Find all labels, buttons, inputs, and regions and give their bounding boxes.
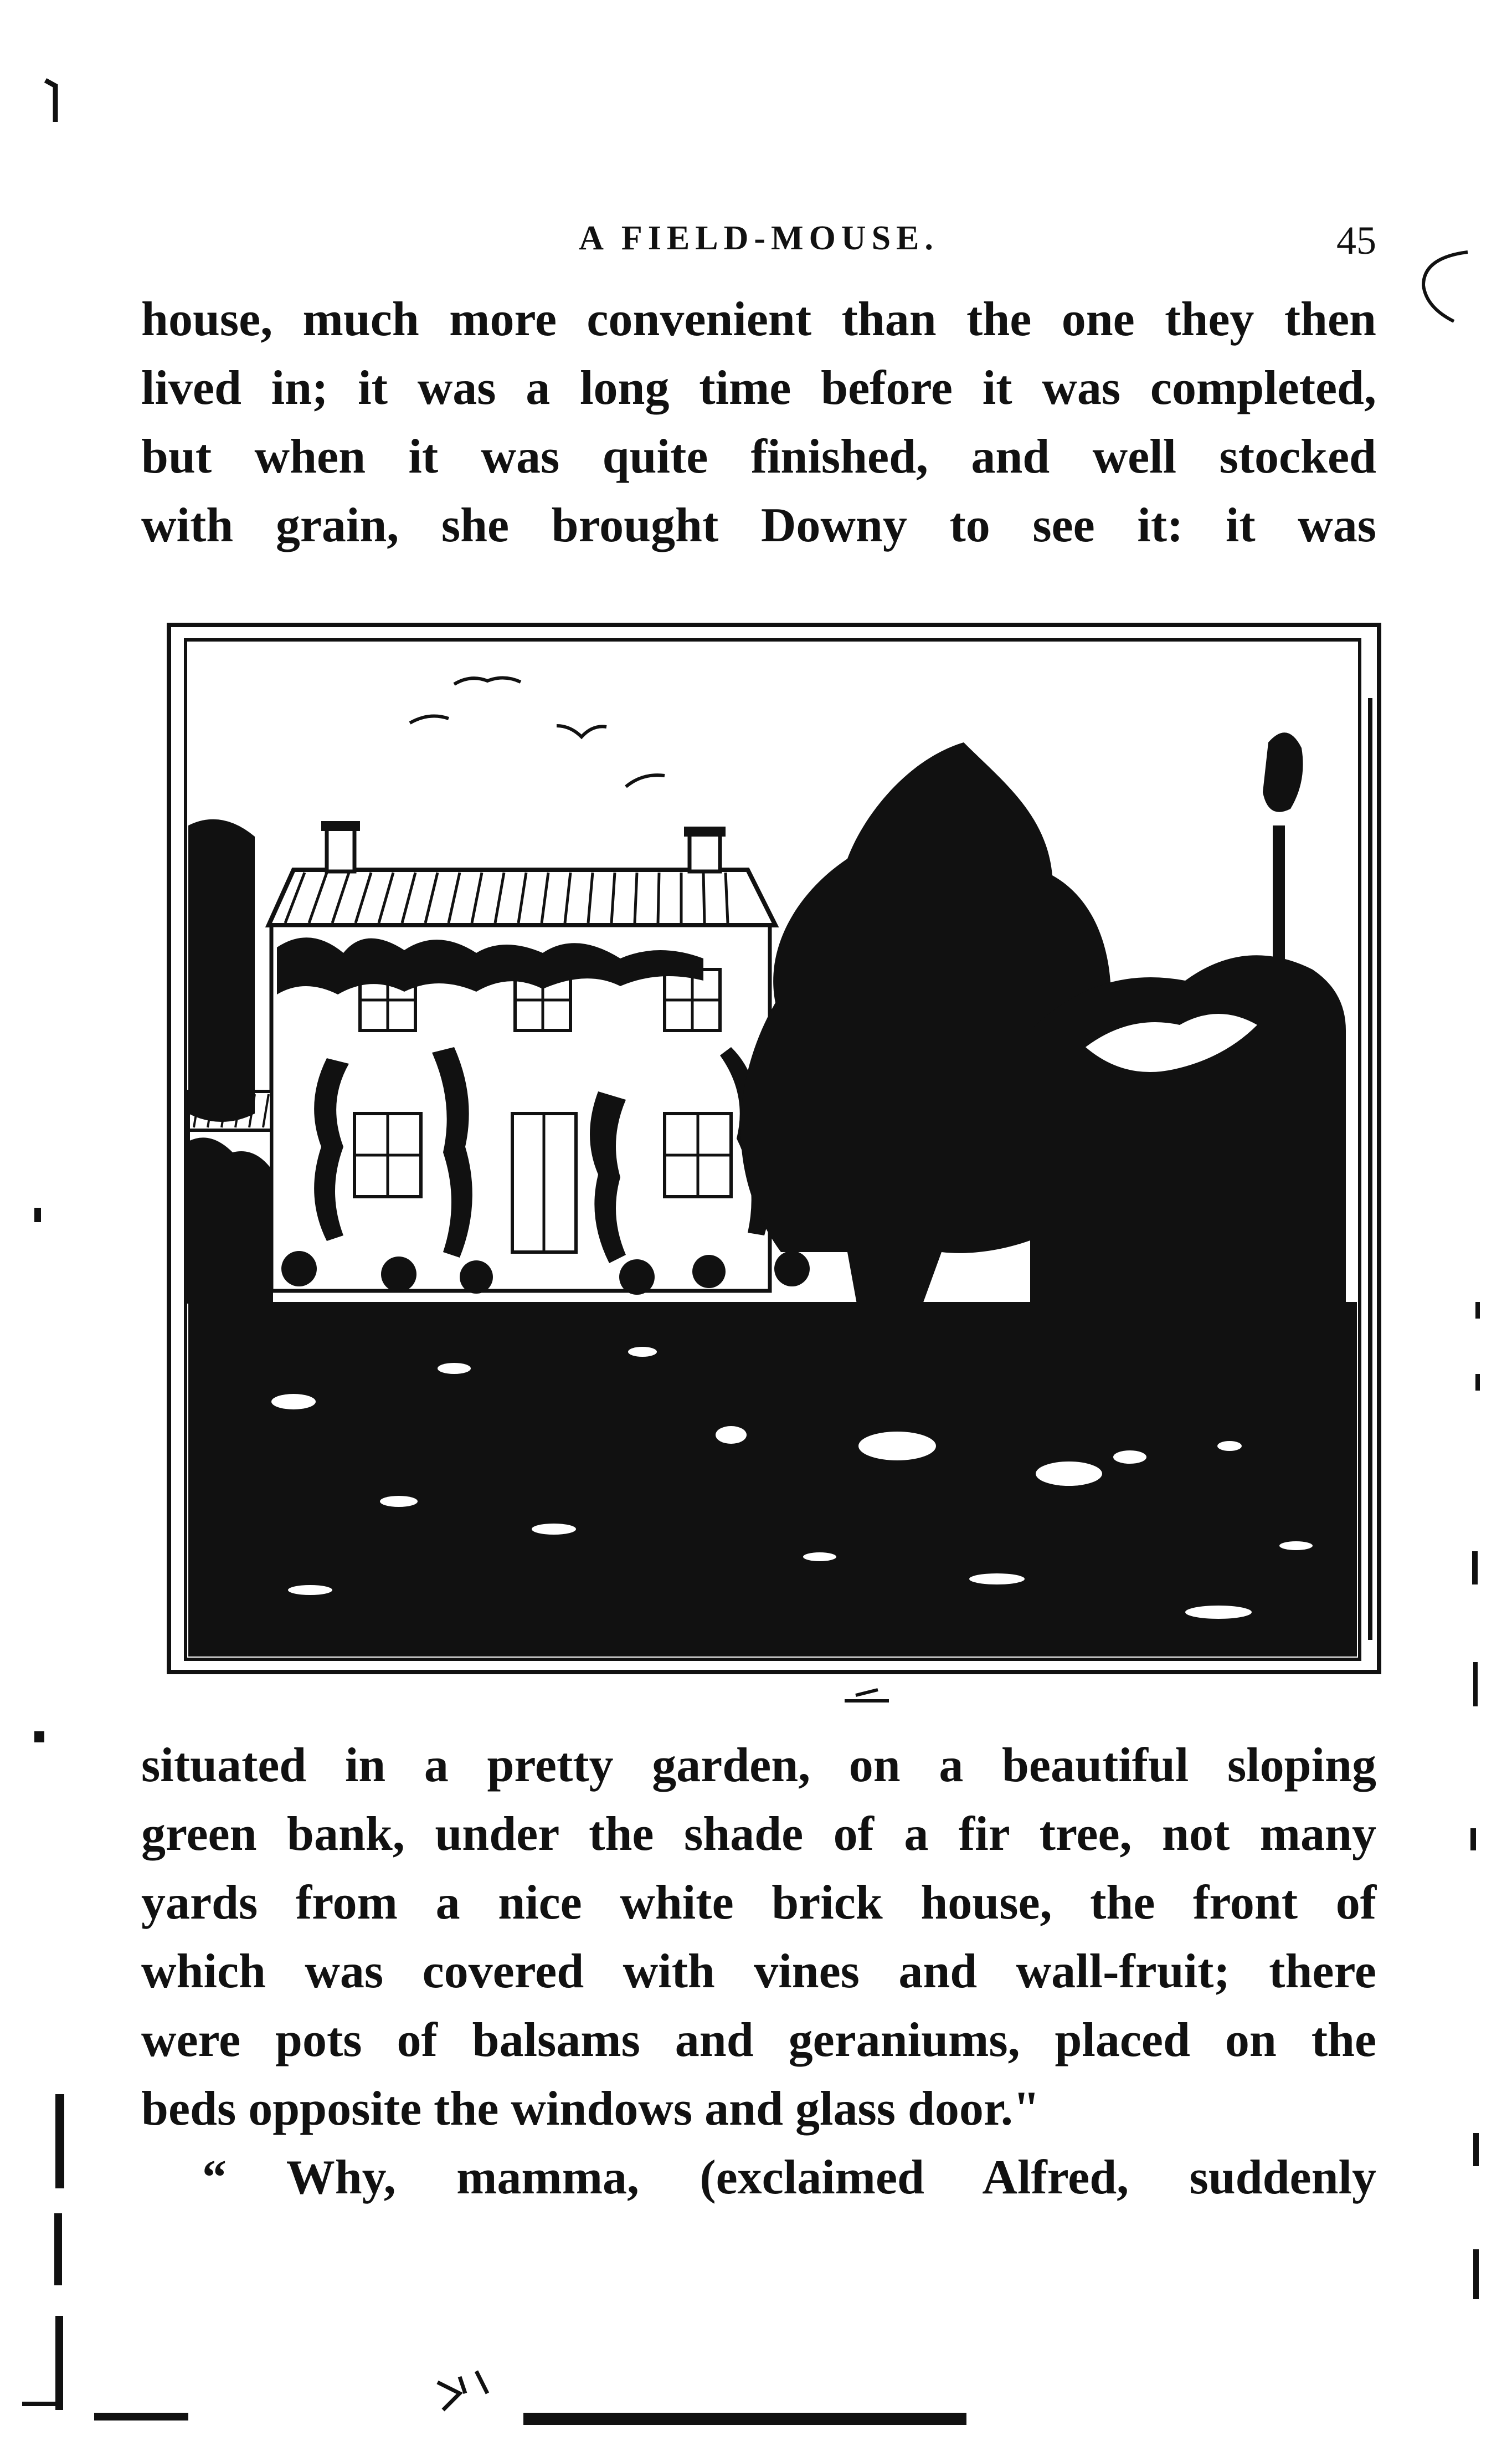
- text-line: which was covered with vines and wall-fruit; there: [141, 1945, 1376, 1998]
- text-line: situated in a pretty garden, on a beautiful sloping: [141, 1739, 1376, 1792]
- text-line: yards from a nice white brick house, the front of: [141, 1876, 1376, 1930]
- text-line: “ Why, mamma, (exclaimed Alfred, suddenly: [202, 2151, 1376, 2204]
- text-line: green bank, under the shade of a fir tree, not many: [141, 1807, 1376, 1861]
- text-line: but when it was quite finished, and well stocked: [141, 430, 1376, 484]
- running-title: A FIELD-MOUSE.: [579, 219, 939, 257]
- page-number: 45: [1336, 218, 1376, 263]
- text-line: with grain, she brought Downy to see it: it was: [141, 499, 1376, 552]
- text-line: lived in; it was a long time before it was completed,: [141, 361, 1376, 415]
- text-line: house, much more convenient than the one they then: [141, 293, 1376, 346]
- text-line: beds opposite the windows and glass door.": [141, 2082, 1040, 2136]
- text-line: were pots of balsams and geraniums, placed on the: [141, 2013, 1376, 2067]
